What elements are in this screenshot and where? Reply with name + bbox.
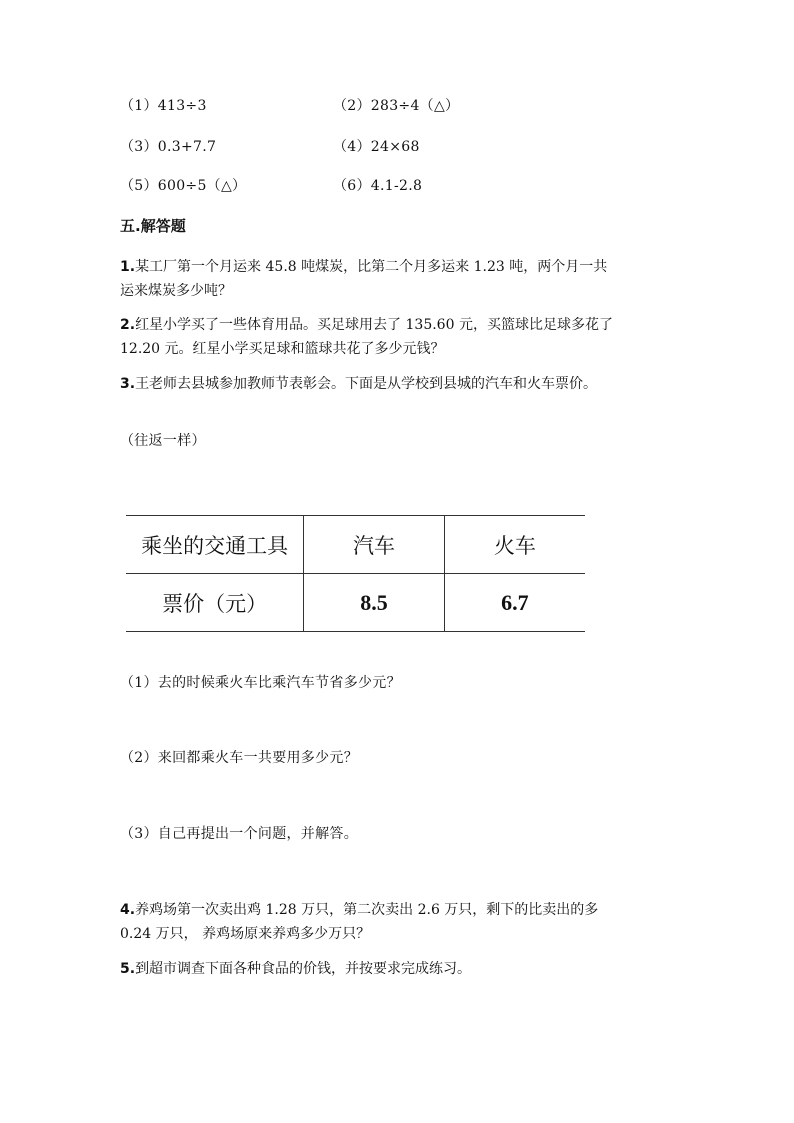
- calc-item-2: （2）283÷4（△）: [333, 98, 460, 114]
- fare-table-header-vehicle: 乘坐的交通工具: [126, 516, 304, 574]
- question-1-number: 1.: [120, 259, 136, 275]
- question-4-line2: 0.24 万只， 养鸡场原来养鸡多少万只？: [120, 926, 371, 942]
- question-2-number: 2.: [120, 317, 136, 333]
- calc-item-3: （3）0.3+7.7: [120, 139, 217, 155]
- fare-table-price-label: 票价（元）: [126, 574, 304, 632]
- question-2-line2: 12.20 元。红星小学买足球和篮球共花了多少元钱？: [120, 341, 445, 357]
- fare-table-header-row: [126, 516, 585, 574]
- question-1-line2: 运来煤炭多少吨？: [120, 283, 232, 299]
- fare-table-bus-price: 8.5: [304, 574, 444, 632]
- question-1: [120, 255, 680, 303]
- question-5: [120, 957, 680, 981]
- question-3-sub-3: （3）自己再提出一个问题，并解答。: [120, 826, 359, 842]
- calc-item-4: （4）24×68: [333, 139, 420, 155]
- question-3-number: 3.: [120, 376, 136, 392]
- question-3-note: （往返一样）: [120, 433, 206, 449]
- question-4: [120, 898, 680, 946]
- question-4-line1: 养鸡场第一次卖出鸡 1.28 万只，第二次卖出 2.6 万只，剩下的比卖出的多: [135, 902, 599, 918]
- question-3-sub-2: （2）来回都乘火车一共要用多少元？: [120, 750, 359, 766]
- question-3-line1: 王老师去县城参加教师节表彰会。下面是从学校到县城的汽车和火车票价。: [135, 376, 598, 392]
- question-1-line1: 某工厂第一个月运来 45.8 吨煤炭，比第二个月多运来 1.23 吨，两个月一共: [135, 259, 608, 275]
- section-title: 五.解答题: [120, 217, 186, 235]
- calc-item-1: （1）413÷3: [120, 98, 207, 114]
- question-2-line1: 红星小学买了一些体育用品。买足球用去了 135.60 元，买篮球比足球多花了: [135, 317, 613, 333]
- fare-table: [126, 515, 585, 632]
- question-5-line1: 到超市调查下面各种食品的价钱，并按要求完成练习。: [135, 961, 472, 977]
- fare-table-header-bus: 汽车: [304, 516, 444, 574]
- fare-table-train-price: 6.7: [444, 574, 585, 632]
- calc-item-6: （6）4.1-2.8: [333, 178, 423, 194]
- question-3: [120, 372, 680, 396]
- fare-table-price-row: [126, 574, 585, 632]
- question-3-sub-1: （1）去的时候乘火车比乘汽车节省多少元？: [120, 675, 401, 691]
- question-2: [120, 313, 680, 361]
- fare-table-header-train: 火车: [444, 516, 585, 574]
- question-5-number: 5.: [120, 961, 136, 977]
- question-4-number: 4.: [120, 902, 136, 918]
- calc-item-5: （5）600÷5（△）: [120, 178, 247, 194]
